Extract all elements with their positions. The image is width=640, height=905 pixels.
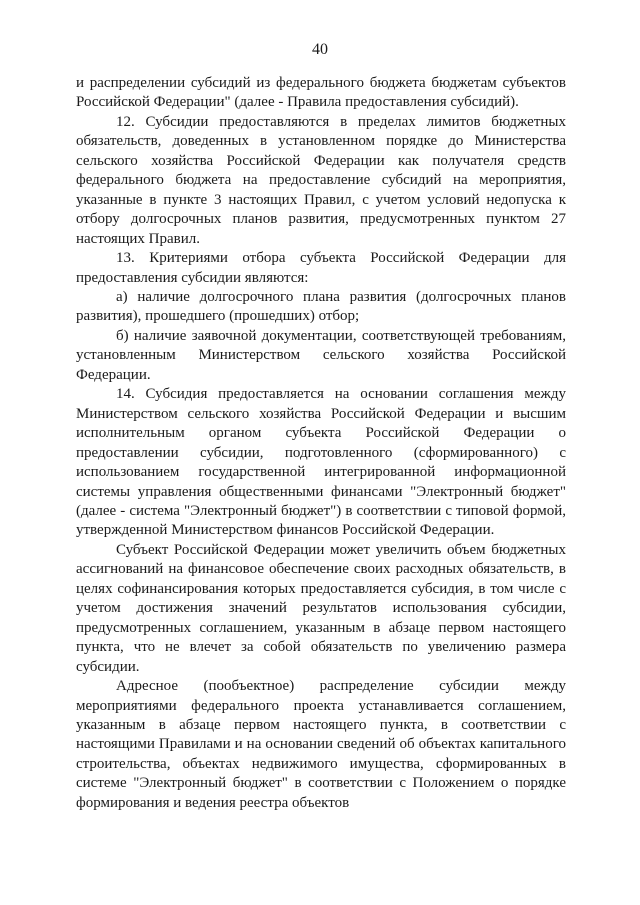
paragraph-13: 13. Критериями отбора субъекта Российской Федерации для предоставления субсидии являются:: [76, 250, 566, 286]
paragraph-13-b: б) наличие заявочной документации, соответствующей требованиям, установленным Министерством сельского хозяйства Российской Федерации.: [76, 327, 566, 383]
paragraph-continuation: и распределении субсидий из федерального бюджета бюджетам субъектов Российской Федерации" (далее - Правила предоставления субсидий).: [76, 75, 566, 111]
paragraph-14: 14. Субсидия предоставляется на основании соглашения между Министерством сельского хозяйства Российской Федерации и высшим исполнительным органом субъекта Российской Федерации о предоставлении субсидии, подготовленного (сформированного) с использованием государственной интегрированной информационной системы управления общественными финансами "Электронный бюджет" (далее - система "Электронный бюджет") в соответствии с типовой формой, утвержденной Министерством финансов Российской Федерации.: [76, 386, 566, 539]
paragraph-12: 12. Субсидии предоставляются в пределах лимитов бюджетных обязательств, доведенных в установленном порядке до Министерства сельского хозяйства Российской Федерации как получателя средств федерального бюджета на предоставление субсидий на мероприятия, указанные в пункте 3 настоящих Правил, с учетом условий недопуска к отбору долгосрочных планов развития, предусмотренных пунктом 27 настоящих Правил.: [76, 113, 566, 247]
paragraph-13-a: а) наличие долгосрочного плана развития (долгосрочных планов развития), прошедшего (прошедших) отбор;: [76, 288, 566, 325]
paragraph-14-third: Адресное (пообъектное) распределение субсидии между мероприятиями федерального проекта устанавливается соглашением, указанным в абзаце первом настоящего пункта, в соответствии с настоящими Правилами и на основании сведений об объектах капитального строительства, объектах недвижимого имущества, сформированных в системе "Электронный бюджет" в соответствии с Положением о порядке формирования и ведения реестра объектов: [76, 678, 566, 811]
page-number: 40: [312, 41, 328, 58]
document-body: [76, 74, 566, 813]
paragraph-14-second: Субъект Российской Федерации может увеличить объем бюджетных ассигнований на финансовое обеспечение своих расходных обязательств, в целях софинансирования которых предоставляется субсидия, в том числе с учетом достижения значений результатов использования субсидии, предусмотренных соглашением, указанным в абзаце первом настоящего пункта, что не влечет за собой обязательств по увеличению размера субсидии.: [76, 541, 566, 675]
